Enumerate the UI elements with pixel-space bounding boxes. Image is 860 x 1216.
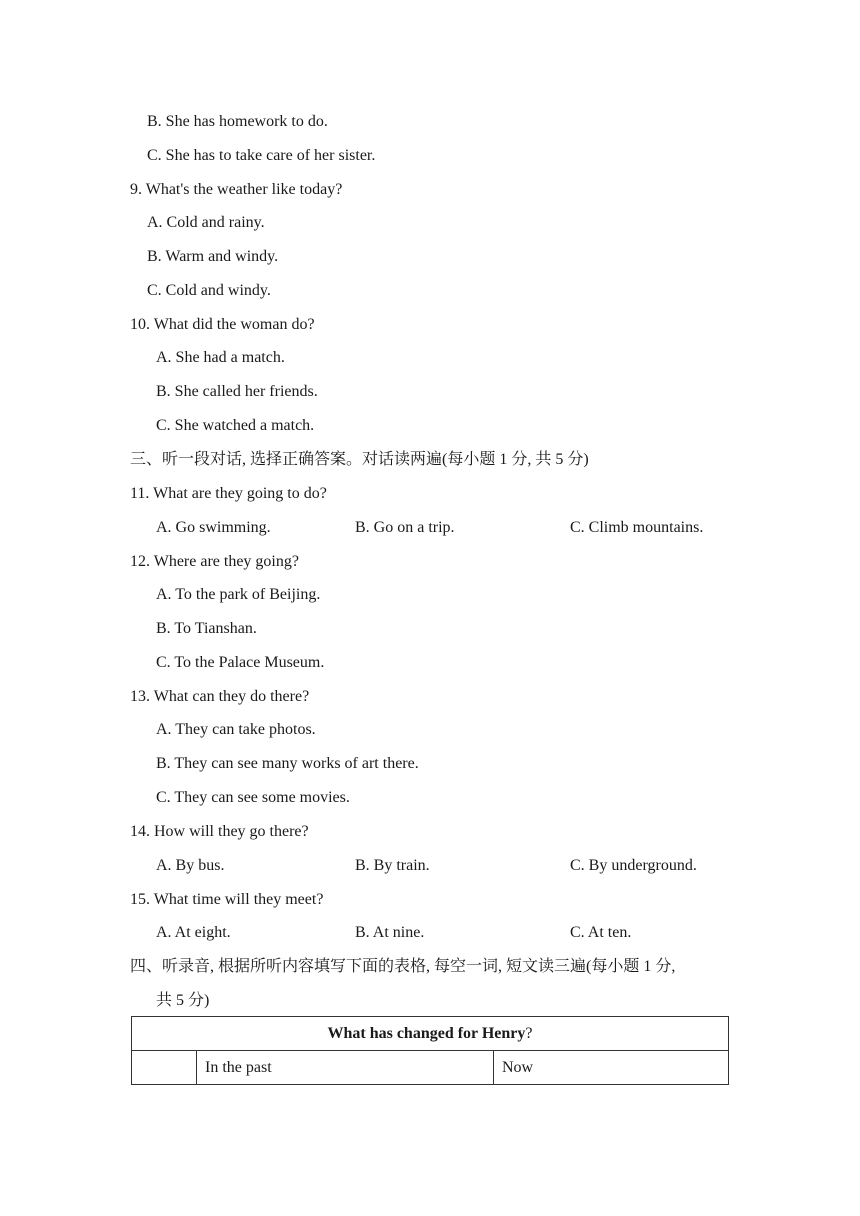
henry-changes-table	[131, 1016, 729, 1085]
table-title-question-mark: ?	[525, 1024, 533, 1042]
question-14-option-a: A. By bus.	[156, 857, 225, 874]
question-11-option-a: A. Go swimming.	[156, 519, 271, 536]
question-15-options	[0, 923, 860, 943]
question-15-option-b: B. At nine.	[355, 924, 425, 941]
question-15-option-a: A. At eight.	[156, 924, 231, 941]
question-13-option-a: A. They can take photos.	[156, 721, 316, 738]
question-14: 14. How will they go there?	[130, 823, 309, 840]
question-9-option-b: B. Warm and windy.	[147, 248, 279, 265]
question-15-option-c: C. At ten.	[570, 924, 632, 941]
question-12: 12. Where are they going?	[130, 553, 299, 570]
question-9: 9. What's the weather like today?	[130, 181, 343, 198]
question-10-option-b: B. She called her friends.	[156, 383, 318, 400]
section-4-heading: 四、听录音, 根据所听内容填写下面的表格, 每空一词, 短文读三遍(每小题 1 分,	[130, 958, 676, 975]
question-14-option-c: C. By underground.	[570, 857, 697, 874]
question-13: 13. What can they do there?	[130, 688, 310, 705]
question-10: 10. What did the woman do?	[130, 316, 315, 333]
question-14-options	[0, 856, 860, 876]
question-11-option-b: B. Go on a trip.	[355, 519, 455, 536]
question-9-option-c: C. Cold and windy.	[147, 282, 271, 299]
question-11-options	[0, 518, 860, 538]
question-8-option-b: B. She has homework to do.	[147, 113, 328, 130]
question-12-option-b: B. To Tianshan.	[156, 620, 257, 637]
question-13-option-c: C. They can see some movies.	[156, 789, 350, 806]
table-header-past: In the past	[197, 1051, 494, 1085]
table-header-blank-cell	[132, 1051, 197, 1085]
table-header-row	[132, 1051, 729, 1085]
question-11: 11. What are they going to do?	[130, 485, 327, 502]
section-3-heading: 三、听一段对话, 选择正确答案。对话读两遍(每小题 1 分, 共 5 分)	[130, 451, 589, 468]
question-13-option-b: B. They can see many works of art there.	[156, 755, 419, 772]
table-title-text: What has changed for Henry	[327, 1024, 526, 1042]
table-title	[132, 1017, 729, 1051]
question-12-option-c: C. To the Palace Museum.	[156, 654, 325, 671]
question-10-option-a: A. She had a match.	[156, 349, 285, 366]
question-12-option-a: A. To the park of Beijing.	[156, 586, 321, 603]
question-10-option-c: C. She watched a match.	[156, 417, 315, 434]
question-11-option-c: C. Climb mountains.	[570, 519, 704, 536]
question-14-option-b: B. By train.	[355, 857, 430, 874]
table-header-now: Now	[494, 1051, 729, 1085]
table-title-row	[132, 1017, 729, 1051]
question-9-option-a: A. Cold and rainy.	[147, 214, 265, 231]
section-4-heading-continued: 共 5 分)	[156, 992, 210, 1009]
question-8-option-c: C. She has to take care of her sister.	[147, 147, 376, 164]
question-15: 15. What time will they meet?	[130, 891, 324, 908]
